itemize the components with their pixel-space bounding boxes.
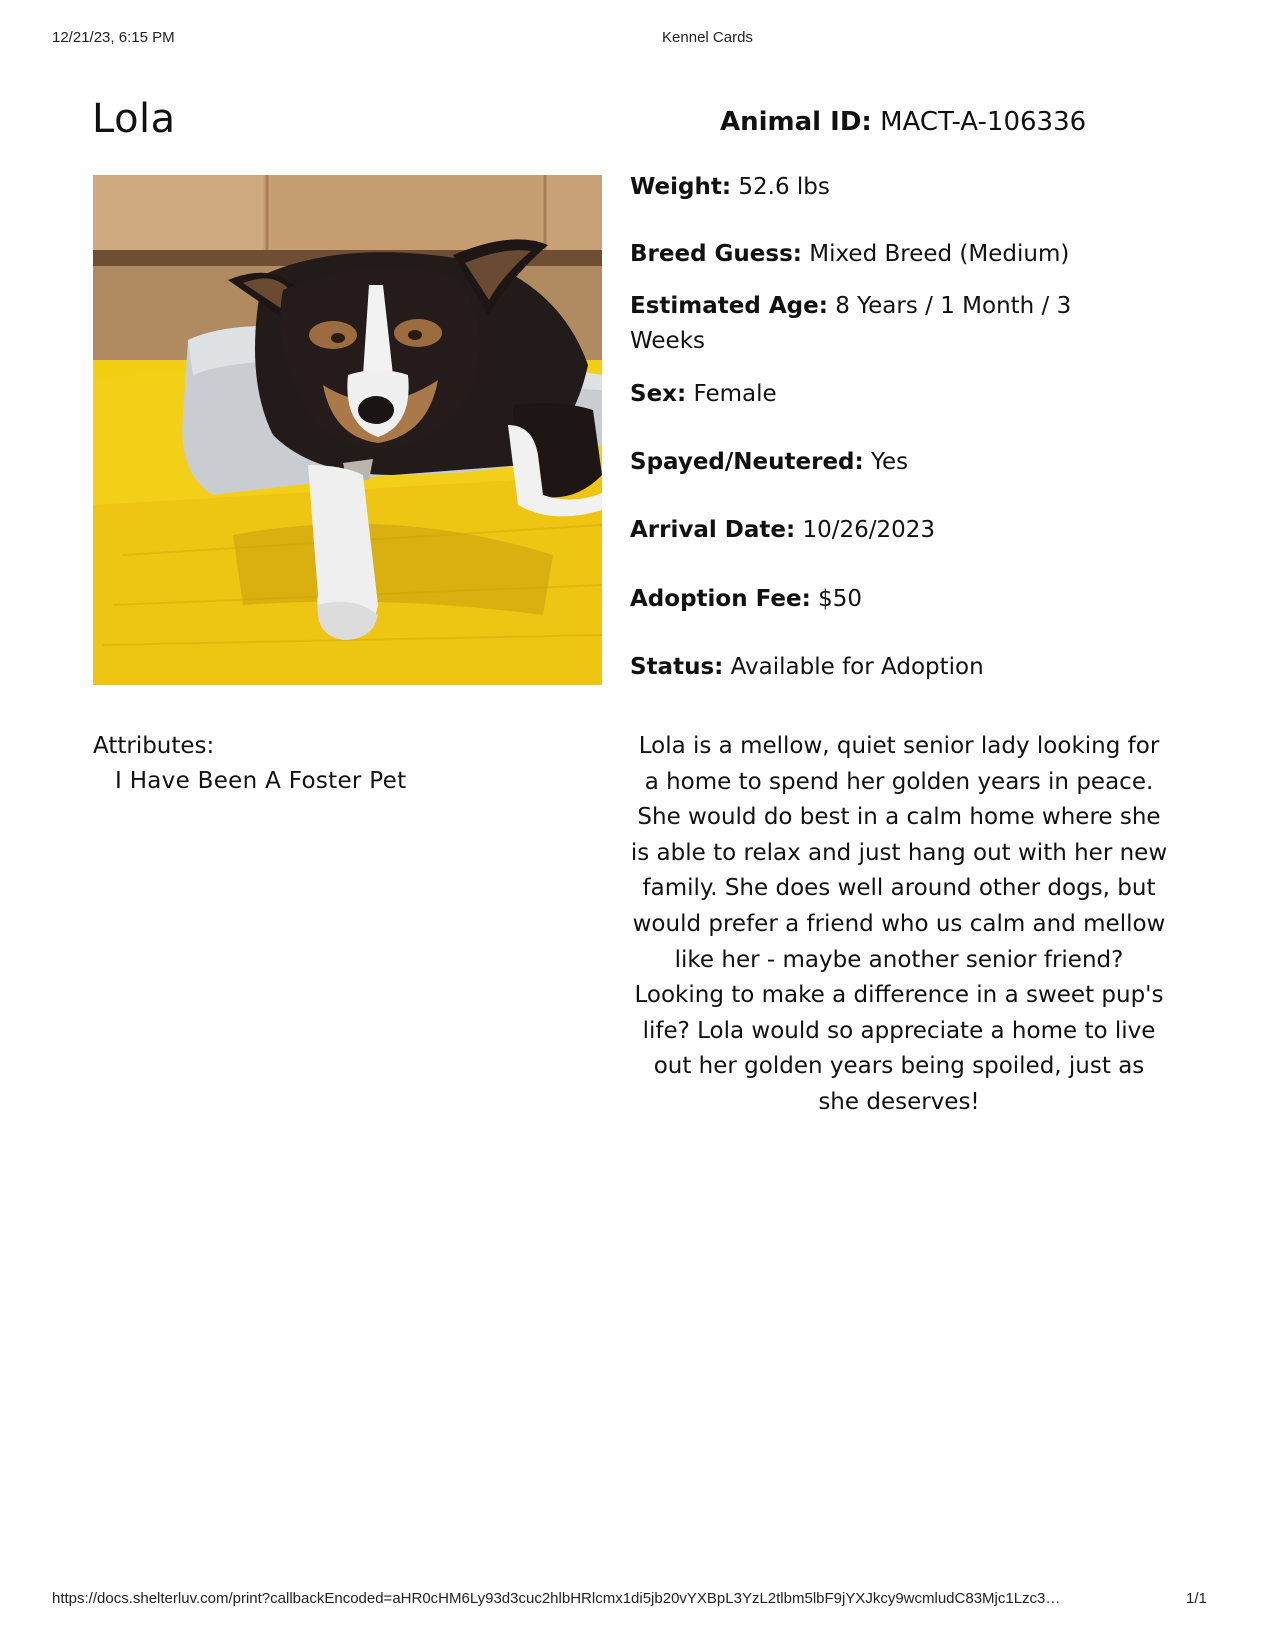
detail-value: 10/26/2023: [802, 517, 936, 543]
pet-name: Lola: [92, 96, 176, 142]
detail-label: Breed Guess:: [630, 241, 802, 267]
detail-value: Available for Adoption: [730, 654, 984, 680]
detail-value: 52.6 lbs: [738, 174, 830, 200]
detail-label: Spayed/Neutered:: [630, 449, 864, 475]
detail-status: [630, 650, 1100, 685]
detail-value: $50: [818, 586, 862, 612]
detail-label: Weight:: [630, 174, 732, 200]
print-datetime: 12/21/23, 6:15 PM: [52, 29, 175, 46]
detail-fee: [630, 582, 1100, 617]
animal-id: [720, 107, 1086, 137]
detail-label: Adoption Fee:: [630, 586, 811, 612]
detail-age: [630, 289, 1100, 359]
detail-breed: [630, 237, 1100, 272]
pet-photo: [93, 175, 602, 685]
detail-spayed: [630, 445, 1100, 480]
detail-value: Mixed Breed (Medium): [809, 241, 1070, 267]
detail-weight: [630, 170, 1100, 205]
print-page-number: 1/1: [1186, 1590, 1207, 1607]
detail-label: Estimated Age:: [630, 293, 828, 319]
pet-description: Lola is a mellow, quiet senior lady looking for a home to spend her golden years in peace. She would do best in a calm home where she is able to relax and just hang out with her new family. She does well around other dogs, but would prefer a friend who us calm and mellow like her - maybe another senior friend? Looking to make a difference in a sweet pup's life? Lola would so appreciate a home to live out her golden years being spoiled, just as she deserves!: [630, 733, 1168, 1115]
animal-id-value: MACT-A-106336: [880, 107, 1087, 137]
animal-id-label: Animal ID:: [720, 107, 872, 137]
attributes-section: [93, 729, 406, 799]
dog-photo-icon: [93, 175, 602, 685]
attributes-title: Attributes:: [93, 733, 215, 759]
detail-label: Status:: [630, 654, 724, 680]
detail-label: Arrival Date:: [630, 517, 796, 543]
print-footer: [0, 1590, 1265, 1610]
detail-value: 8 Years / 1 Month / 3 Weeks: [630, 293, 1072, 354]
print-url[interactable]: https://docs.shelterluv.com/print?callbackEncoded=aHR0cHM6Ly93d3cuc2hlbHRlcmx1di5jb20vYXBpL3YzL2tlbm5lbF9jYXJkcy9wcmludC83Mjc1Lzc3…: [52, 1590, 1061, 1607]
detail-label: Sex:: [630, 381, 687, 407]
print-title: Kennel Cards: [662, 29, 753, 46]
detail-value: Yes: [871, 449, 909, 475]
detail-value: Female: [693, 381, 777, 407]
attribute-item: I Have Been A Foster Pet: [115, 768, 407, 794]
detail-arrival: [630, 513, 1100, 548]
print-header: [0, 29, 1265, 49]
detail-sex: [630, 377, 1100, 412]
